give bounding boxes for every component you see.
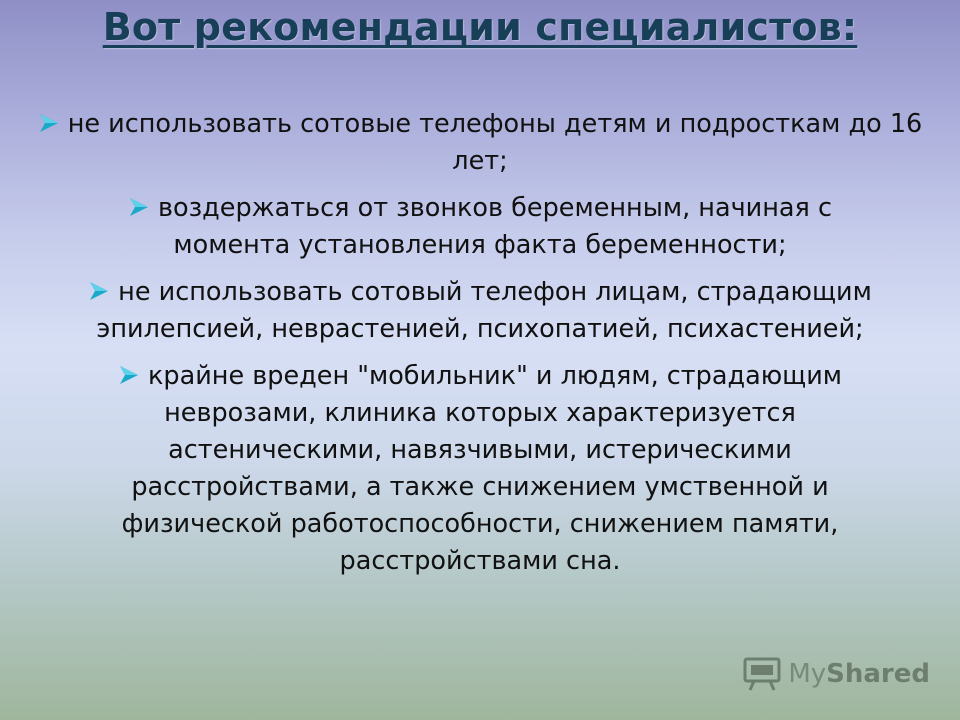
arrow-bullet-icon xyxy=(128,196,150,218)
bullet-text: воздержаться от звонков беременным, начиная с момента установления факта беременности; xyxy=(157,193,833,260)
arrow-bullet-icon xyxy=(88,280,110,302)
bullet-list xyxy=(20,106,940,590)
list-item xyxy=(20,106,940,180)
bullet-text: крайне вреден "мобильник" и людям, страдающим неврозами, клиника которых характеризуется астеническими, навязчивыми, истерическими расстройствами, а также снижением умственной и физической работоспособности, снижением памяти, расстройствами сна. xyxy=(121,361,843,576)
arrow-bullet-icon xyxy=(118,364,140,386)
myshared-logo xyxy=(742,656,930,692)
list-item xyxy=(20,274,940,348)
arrow-bullet-icon xyxy=(38,112,60,134)
list-item xyxy=(20,358,940,580)
list-item xyxy=(20,190,940,264)
logo-text: MyShared xyxy=(788,659,930,689)
presentation-board-icon xyxy=(742,656,782,692)
bullet-text: не использовать сотовые телефоны детям и подросткам до 16 лет; xyxy=(67,109,923,176)
bullet-text: не использовать сотовый телефон лицам, страдающим эпилепсией, неврастенией, психопатией, психастенией; xyxy=(96,277,872,344)
slide-title: Вот рекомендации специалистов: xyxy=(102,5,858,49)
